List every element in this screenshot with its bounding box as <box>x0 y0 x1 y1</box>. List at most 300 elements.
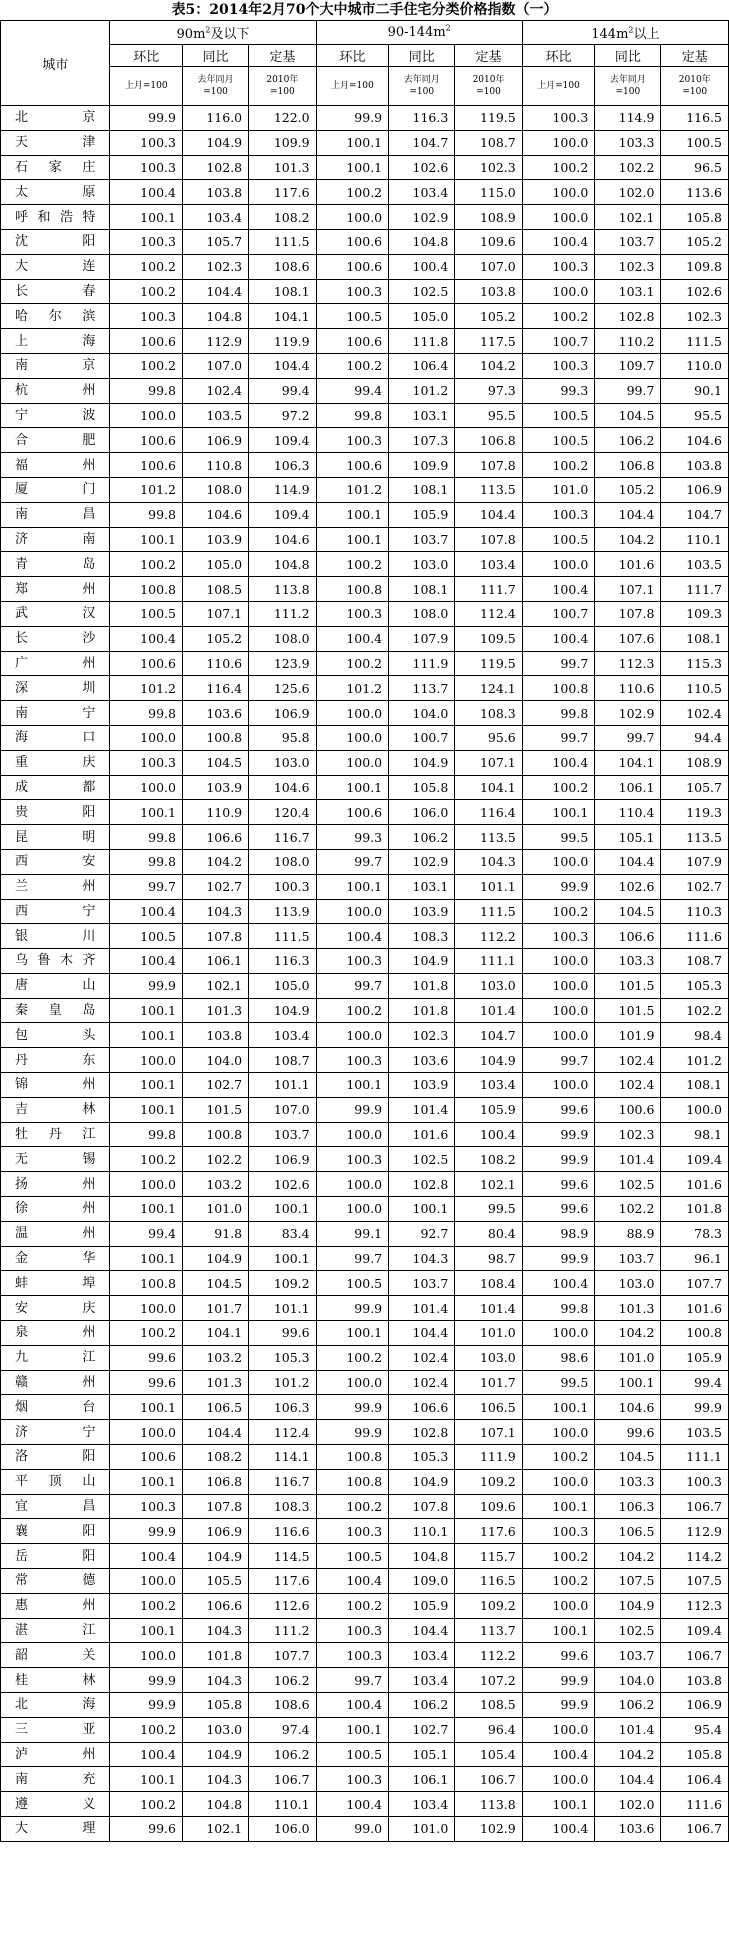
value-cell: 99.5 <box>522 1370 595 1395</box>
value-cell: 106.2 <box>595 1693 661 1718</box>
value-cell: 100.6 <box>316 229 389 254</box>
value-cell: 100.3 <box>316 1147 389 1172</box>
value-cell: 104.4 <box>389 1618 455 1643</box>
table-row <box>1 428 729 453</box>
column-sublabel: 2010年 =100 <box>661 67 729 106</box>
value-cell: 116.5 <box>661 106 729 131</box>
value-cell: 108.5 <box>182 577 248 602</box>
value-cell: 100.1 <box>249 1197 316 1222</box>
value-cell: 100.7 <box>522 601 595 626</box>
value-cell: 102.3 <box>595 1122 661 1147</box>
value-cell: 101.8 <box>182 1643 248 1668</box>
value-cell: 108.0 <box>249 849 316 874</box>
value-cell: 102.9 <box>389 849 455 874</box>
value-cell: 101.1 <box>249 1296 316 1321</box>
value-cell: 100.0 <box>522 973 595 998</box>
value-cell: 115.3 <box>661 651 729 676</box>
table-row <box>1 1420 729 1445</box>
value-cell: 95.4 <box>661 1717 729 1742</box>
value-cell: 108.1 <box>661 626 729 651</box>
value-cell: 99.9 <box>522 1246 595 1271</box>
value-cell: 104.9 <box>182 1544 248 1569</box>
value-cell: 111.6 <box>661 924 729 949</box>
value-cell: 99.6 <box>522 1197 595 1222</box>
value-cell: 104.9 <box>389 750 455 775</box>
value-cell: 105.2 <box>595 477 661 502</box>
value-cell: 100.8 <box>182 725 248 750</box>
value-cell: 102.5 <box>389 1147 455 1172</box>
city-cell: 哈尔滨 <box>1 304 110 329</box>
value-cell: 103.8 <box>661 1668 729 1693</box>
value-cell: 102.2 <box>595 155 661 180</box>
city-cell: 宜昌 <box>1 1494 110 1519</box>
value-cell: 102.4 <box>182 378 248 403</box>
value-cell: 100.8 <box>110 1271 183 1296</box>
value-cell: 103.7 <box>595 1643 661 1668</box>
table-row <box>1 775 729 800</box>
value-cell: 101.7 <box>182 1296 248 1321</box>
value-cell: 104.2 <box>182 849 248 874</box>
value-cell: 100.4 <box>455 1122 522 1147</box>
value-cell: 100.2 <box>316 1345 389 1370</box>
value-cell: 101.4 <box>389 1097 455 1122</box>
value-cell: 99.9 <box>316 1097 389 1122</box>
value-cell: 108.2 <box>455 1147 522 1172</box>
value-cell: 102.1 <box>182 973 248 998</box>
value-cell: 106.5 <box>182 1395 248 1420</box>
table-row <box>1 1742 729 1767</box>
value-cell: 102.1 <box>182 1816 248 1841</box>
city-cell: 常德 <box>1 1569 110 1594</box>
value-cell: 99.4 <box>316 378 389 403</box>
value-cell: 102.2 <box>182 1147 248 1172</box>
value-cell: 107.9 <box>661 849 729 874</box>
value-cell: 100.1 <box>249 1246 316 1271</box>
value-cell: 110.1 <box>661 527 729 552</box>
value-cell: 100.0 <box>316 750 389 775</box>
value-cell: 119.5 <box>455 106 522 131</box>
value-cell: 107.1 <box>182 601 248 626</box>
value-cell: 104.3 <box>389 1246 455 1271</box>
column-label: 同比 <box>182 45 248 67</box>
table-row <box>1 1544 729 1569</box>
value-cell: 112.2 <box>455 924 522 949</box>
value-cell: 108.3 <box>249 1494 316 1519</box>
value-cell: 100.2 <box>110 1321 183 1346</box>
value-cell: 100.2 <box>316 1593 389 1618</box>
city-cell: 济南 <box>1 527 110 552</box>
value-cell: 100.4 <box>522 626 595 651</box>
value-cell: 106.8 <box>182 1469 248 1494</box>
value-cell: 108.0 <box>389 601 455 626</box>
value-cell: 102.0 <box>595 1792 661 1817</box>
value-cell: 100.4 <box>522 1816 595 1841</box>
table-row <box>1 1221 729 1246</box>
value-cell: 95.6 <box>455 725 522 750</box>
value-cell: 106.0 <box>249 1816 316 1841</box>
value-cell: 110.9 <box>182 800 248 825</box>
value-cell: 110.1 <box>389 1519 455 1544</box>
value-cell: 100.4 <box>316 924 389 949</box>
table-row <box>1 800 729 825</box>
value-cell: 100.6 <box>110 428 183 453</box>
value-cell: 104.5 <box>595 899 661 924</box>
value-cell: 102.4 <box>389 1370 455 1395</box>
value-cell: 110.2 <box>595 329 661 354</box>
table-header <box>1 21 729 106</box>
value-cell: 100.2 <box>316 651 389 676</box>
value-cell: 116.0 <box>182 106 248 131</box>
value-cell: 102.6 <box>661 279 729 304</box>
value-cell: 99.9 <box>522 1147 595 1172</box>
city-cell: 福州 <box>1 453 110 478</box>
table-row <box>1 1445 729 1470</box>
value-cell: 105.9 <box>455 1097 522 1122</box>
value-cell: 106.1 <box>182 949 248 974</box>
value-cell: 105.8 <box>661 1742 729 1767</box>
city-cell: 上海 <box>1 329 110 354</box>
table-row <box>1 453 729 478</box>
value-cell: 101.8 <box>389 998 455 1023</box>
value-cell: 109.7 <box>595 353 661 378</box>
value-cell: 95.8 <box>249 725 316 750</box>
value-cell: 104.4 <box>595 1767 661 1792</box>
value-cell: 107.0 <box>182 353 248 378</box>
value-cell: 100.2 <box>110 254 183 279</box>
value-cell: 100.8 <box>316 1469 389 1494</box>
value-cell: 96.4 <box>455 1717 522 1742</box>
value-cell: 100.0 <box>316 1122 389 1147</box>
value-cell: 109.0 <box>389 1569 455 1594</box>
value-cell: 106.9 <box>182 428 248 453</box>
group-header-medium: $90-144m^2$ <box>316 21 522 45</box>
value-cell: 103.6 <box>595 1816 661 1841</box>
value-cell: 101.5 <box>595 998 661 1023</box>
value-cell: 100.1 <box>316 1073 389 1098</box>
value-cell: 101.3 <box>249 155 316 180</box>
value-cell: 100.1 <box>110 1097 183 1122</box>
value-cell: 104.9 <box>182 1246 248 1271</box>
value-cell: 104.8 <box>182 304 248 329</box>
value-cell: 98.1 <box>661 1122 729 1147</box>
value-cell: 100.1 <box>110 1395 183 1420</box>
value-cell: 103.4 <box>455 552 522 577</box>
value-cell: 99.9 <box>522 1693 595 1718</box>
value-cell: 108.0 <box>182 477 248 502</box>
value-cell: 102.3 <box>595 254 661 279</box>
value-cell: 106.7 <box>661 1816 729 1841</box>
column-sublabel: 上月=100 <box>110 67 183 106</box>
value-cell: 100.2 <box>316 552 389 577</box>
value-cell: 100.4 <box>110 1742 183 1767</box>
value-cell: 104.4 <box>455 502 522 527</box>
value-cell: 104.6 <box>661 428 729 453</box>
value-cell: 102.9 <box>389 205 455 230</box>
value-cell: 100.8 <box>110 577 183 602</box>
column-label: 定基 <box>249 45 316 67</box>
value-cell: 102.8 <box>389 1420 455 1445</box>
value-cell: 106.4 <box>389 353 455 378</box>
city-cell: 泸州 <box>1 1742 110 1767</box>
table-row <box>1 1073 729 1098</box>
value-cell: 104.6 <box>182 502 248 527</box>
value-cell: 102.6 <box>249 1172 316 1197</box>
value-cell: 100.0 <box>522 130 595 155</box>
city-cell: 金华 <box>1 1246 110 1271</box>
value-cell: 112.4 <box>455 601 522 626</box>
value-cell: 100.4 <box>522 1742 595 1767</box>
value-cell: 103.4 <box>389 180 455 205</box>
city-cell: 武汉 <box>1 601 110 626</box>
value-cell: 104.2 <box>595 1742 661 1767</box>
city-cell: 昆明 <box>1 825 110 850</box>
value-cell: 110.4 <box>595 800 661 825</box>
city-cell: 宁波 <box>1 403 110 428</box>
value-cell: 105.0 <box>389 304 455 329</box>
table-row <box>1 1618 729 1643</box>
value-cell: 99.9 <box>110 1693 183 1718</box>
column-label: 环比 <box>110 45 183 67</box>
value-cell: 98.4 <box>661 1023 729 1048</box>
value-cell: 99.8 <box>110 1122 183 1147</box>
value-cell: 104.1 <box>455 775 522 800</box>
column-label: 环比 <box>316 45 389 67</box>
value-cell: 107.3 <box>389 428 455 453</box>
city-cell: 襄阳 <box>1 1519 110 1544</box>
value-cell: 101.8 <box>661 1197 729 1222</box>
value-cell: 101.5 <box>595 973 661 998</box>
value-cell: 100.4 <box>110 949 183 974</box>
value-cell: 109.2 <box>455 1469 522 1494</box>
value-cell: 103.0 <box>249 750 316 775</box>
value-cell: 101.1 <box>455 874 522 899</box>
value-cell: 114.2 <box>661 1544 729 1569</box>
value-cell: 100.7 <box>522 329 595 354</box>
value-cell: 109.4 <box>661 1618 729 1643</box>
value-cell: 99.6 <box>595 1420 661 1445</box>
value-cell: 100.6 <box>595 1097 661 1122</box>
value-cell: 99.9 <box>110 1519 183 1544</box>
value-cell: 106.7 <box>455 1767 522 1792</box>
table-row <box>1 130 729 155</box>
value-cell: 100.5 <box>110 601 183 626</box>
value-cell: 103.9 <box>182 527 248 552</box>
value-cell: 107.6 <box>595 626 661 651</box>
value-cell: 100.3 <box>316 1048 389 1073</box>
value-cell: 109.8 <box>661 254 729 279</box>
city-cell: 泉州 <box>1 1321 110 1346</box>
value-cell: 101.8 <box>389 973 455 998</box>
value-cell: 116.6 <box>249 1519 316 1544</box>
value-cell: 100.2 <box>522 1569 595 1594</box>
value-cell: 119.5 <box>455 651 522 676</box>
city-cell: 广州 <box>1 651 110 676</box>
value-cell: 115.0 <box>455 180 522 205</box>
value-cell: 102.7 <box>182 874 248 899</box>
value-cell: 101.4 <box>455 998 522 1023</box>
value-cell: 105.7 <box>182 229 248 254</box>
value-cell: 108.1 <box>389 577 455 602</box>
value-cell: 100.0 <box>522 552 595 577</box>
value-cell: 100.4 <box>110 180 183 205</box>
value-cell: 100.0 <box>522 1073 595 1098</box>
group-header-large: $144m^2$以上 <box>522 21 728 45</box>
value-cell: 99.7 <box>316 973 389 998</box>
value-cell: 100.2 <box>316 998 389 1023</box>
value-cell: 101.4 <box>595 1717 661 1742</box>
value-cell: 112.9 <box>661 1519 729 1544</box>
city-cell: 烟台 <box>1 1395 110 1420</box>
value-cell: 99.9 <box>316 106 389 131</box>
value-cell: 99.6 <box>522 1097 595 1122</box>
value-cell: 102.7 <box>661 874 729 899</box>
table-row <box>1 651 729 676</box>
value-cell: 107.8 <box>182 924 248 949</box>
value-cell: 105.3 <box>249 1345 316 1370</box>
value-cell: 104.4 <box>249 353 316 378</box>
value-cell: 100.0 <box>110 725 183 750</box>
value-cell: 107.8 <box>389 1494 455 1519</box>
value-cell: 104.9 <box>389 1469 455 1494</box>
city-cell: 合肥 <box>1 428 110 453</box>
value-cell: 99.9 <box>110 106 183 131</box>
value-cell: 100.0 <box>110 1172 183 1197</box>
table-row <box>1 1494 729 1519</box>
table-row <box>1 378 729 403</box>
value-cell: 100.2 <box>522 775 595 800</box>
value-cell: 100.4 <box>316 1569 389 1594</box>
value-cell: 102.3 <box>389 1023 455 1048</box>
city-cell: 太原 <box>1 180 110 205</box>
table-row <box>1 1097 729 1122</box>
value-cell: 108.3 <box>389 924 455 949</box>
value-cell: 116.7 <box>249 1469 316 1494</box>
value-cell: 100.3 <box>522 353 595 378</box>
value-cell: 109.4 <box>661 1147 729 1172</box>
city-cell: 扬州 <box>1 1172 110 1197</box>
value-cell: 102.6 <box>389 155 455 180</box>
value-cell: 100.0 <box>522 279 595 304</box>
value-cell: 110.0 <box>661 353 729 378</box>
value-cell: 100.0 <box>522 1593 595 1618</box>
city-cell: 济宁 <box>1 1420 110 1445</box>
value-cell: 100.1 <box>595 1370 661 1395</box>
table-row <box>1 1370 729 1395</box>
value-cell: 100.0 <box>522 180 595 205</box>
value-cell: 100.1 <box>316 1717 389 1742</box>
value-cell: 104.2 <box>455 353 522 378</box>
value-cell: 100.1 <box>316 527 389 552</box>
city-cell: 桂林 <box>1 1668 110 1693</box>
value-cell: 100.3 <box>316 1643 389 1668</box>
city-cell: 青岛 <box>1 552 110 577</box>
table-row <box>1 1792 729 1817</box>
value-cell: 110.8 <box>182 453 248 478</box>
value-cell: 104.9 <box>182 130 248 155</box>
value-cell: 109.2 <box>455 1593 522 1618</box>
value-cell: 106.9 <box>182 1519 248 1544</box>
value-cell: 101.2 <box>316 477 389 502</box>
value-cell: 100.1 <box>110 1073 183 1098</box>
value-cell: 114.1 <box>249 1445 316 1470</box>
value-cell: 99.7 <box>522 725 595 750</box>
value-cell: 104.4 <box>182 279 248 304</box>
value-cell: 103.8 <box>182 1023 248 1048</box>
value-cell: 103.8 <box>182 180 248 205</box>
table-row <box>1 750 729 775</box>
value-cell: 107.8 <box>455 527 522 552</box>
value-cell: 101.6 <box>661 1296 729 1321</box>
value-cell: 101.7 <box>455 1370 522 1395</box>
value-cell: 117.6 <box>249 1569 316 1594</box>
value-cell: 100.5 <box>316 1544 389 1569</box>
value-cell: 100.0 <box>316 725 389 750</box>
value-cell: 112.6 <box>249 1593 316 1618</box>
value-cell: 107.7 <box>249 1643 316 1668</box>
value-cell: 100.1 <box>110 527 183 552</box>
value-cell: 101.6 <box>595 552 661 577</box>
value-cell: 113.5 <box>455 825 522 850</box>
city-cell: 贵阳 <box>1 800 110 825</box>
table-row <box>1 180 729 205</box>
value-cell: 106.8 <box>455 428 522 453</box>
value-cell: 113.5 <box>455 477 522 502</box>
value-cell: 104.6 <box>249 527 316 552</box>
table-row <box>1 1395 729 1420</box>
city-cell: 乌鲁木齐 <box>1 949 110 974</box>
value-cell: 101.0 <box>455 1321 522 1346</box>
value-cell: 109.4 <box>249 502 316 527</box>
value-cell: 103.1 <box>389 874 455 899</box>
value-cell: 106.9 <box>249 701 316 726</box>
value-cell: 112.3 <box>595 651 661 676</box>
city-cell: 大连 <box>1 254 110 279</box>
value-cell: 117.6 <box>249 180 316 205</box>
value-cell: 100.4 <box>316 1693 389 1718</box>
table-row <box>1 1668 729 1693</box>
table-row <box>1 1643 729 1668</box>
value-cell: 99.7 <box>522 1048 595 1073</box>
value-cell: 104.0 <box>595 1668 661 1693</box>
value-cell: 100.0 <box>522 949 595 974</box>
value-cell: 100.7 <box>389 725 455 750</box>
column-label: 同比 <box>595 45 661 67</box>
value-cell: 108.0 <box>249 626 316 651</box>
value-cell: 107.1 <box>455 750 522 775</box>
value-cell: 111.5 <box>661 329 729 354</box>
table-row <box>1 1296 729 1321</box>
value-cell: 108.4 <box>455 1271 522 1296</box>
value-cell: 112.3 <box>661 1593 729 1618</box>
city-cell: 唐山 <box>1 973 110 998</box>
city-cell: 洛阳 <box>1 1445 110 1470</box>
value-cell: 117.5 <box>455 329 522 354</box>
value-cell: 100.0 <box>522 1023 595 1048</box>
value-cell: 104.1 <box>182 1321 248 1346</box>
value-cell: 100.4 <box>522 229 595 254</box>
city-cell: 平顶山 <box>1 1469 110 1494</box>
value-cell: 119.9 <box>249 329 316 354</box>
value-cell: 99.9 <box>316 1395 389 1420</box>
value-cell: 99.8 <box>110 378 183 403</box>
city-cell: 吉林 <box>1 1097 110 1122</box>
value-cell: 111.8 <box>389 329 455 354</box>
table-row <box>1 1593 729 1618</box>
value-cell: 101.2 <box>110 676 183 701</box>
value-cell: 105.5 <box>182 1569 248 1594</box>
value-cell: 103.0 <box>182 1717 248 1742</box>
value-cell: 105.1 <box>595 825 661 850</box>
